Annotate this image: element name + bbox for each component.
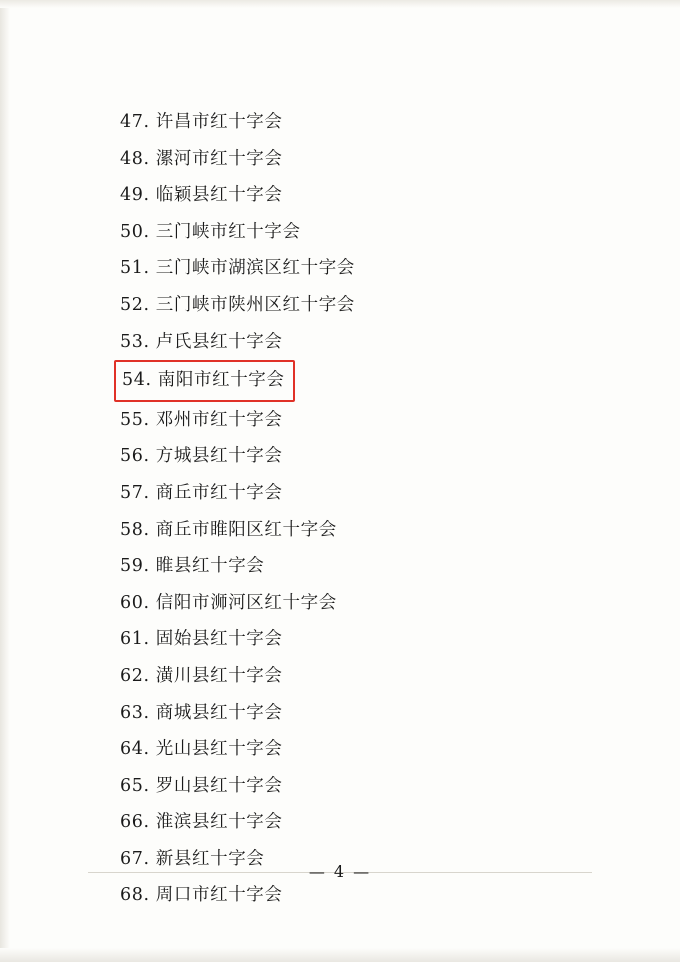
list-item: 67. 新县红十字会 xyxy=(120,848,265,869)
list-item: 58. 商丘市睢阳区红十字会 xyxy=(120,519,337,540)
document-body xyxy=(0,104,680,914)
list-item: 68. 周口市红十字会 xyxy=(120,885,283,906)
list-item: 65. 罗山县红十字会 xyxy=(120,775,283,796)
list-item: 55. 邓州市红十字会 xyxy=(120,409,283,430)
highlight-box xyxy=(114,360,295,402)
list-item: 48. 漯河市红十字会 xyxy=(120,148,283,169)
list-item: 49. 临颖县红十字会 xyxy=(120,185,283,206)
list-item: 47. 许昌市红十字会 xyxy=(120,112,283,132)
list-item: 50. 三门峡市红十字会 xyxy=(120,221,301,242)
list-item: 62. 潢川县红十字会 xyxy=(120,665,283,686)
list-item: 63. 商城县红十字会 xyxy=(120,702,283,723)
list-item: 60. 信阳市浉河区红十字会 xyxy=(120,592,337,613)
list-item: 61. 固始县红十字会 xyxy=(120,629,283,650)
list-item: 64. 光山县红十字会 xyxy=(120,739,283,760)
organization-list xyxy=(0,104,680,914)
highlighted-item-wrapper xyxy=(118,360,680,402)
list-item: 51. 三门峡市湖滨区红十字会 xyxy=(120,258,355,279)
list-item: 66. 淮滨县红十字会 xyxy=(120,812,283,833)
list-item: 59. 睢县红十字会 xyxy=(120,556,265,577)
scan-edge-bottom xyxy=(0,948,680,962)
list-item: 53. 卢氏县红十字会 xyxy=(120,331,283,352)
scan-edge-top xyxy=(0,0,680,8)
list-item: 56. 方城县红十字会 xyxy=(120,446,283,467)
page-number: — 4 — xyxy=(308,862,372,881)
list-item: 57. 商丘市红十字会 xyxy=(120,482,283,503)
list-item: 52. 三门峡市陕州区红十字会 xyxy=(120,294,355,315)
list-item: 54. 南阳市红十字会 xyxy=(122,370,285,391)
